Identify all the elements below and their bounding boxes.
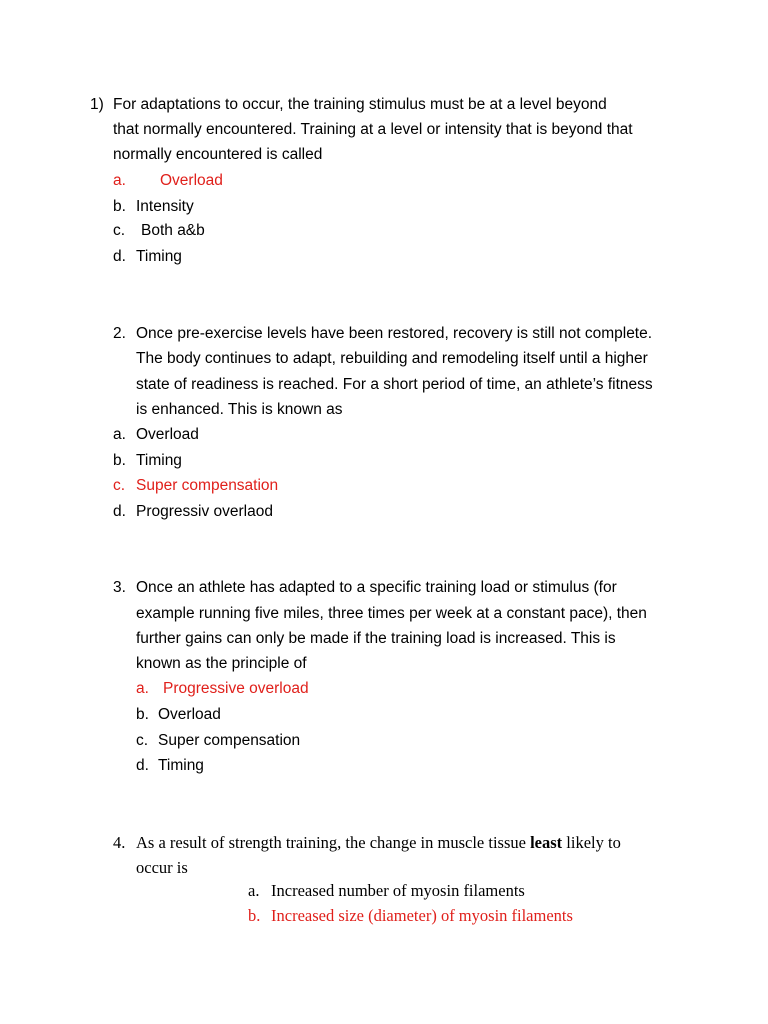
question-stem-line: is enhanced. This is known as xyxy=(136,401,343,418)
option-letter: d. xyxy=(113,503,126,520)
question-stem-line: example running five miles, three times per week at a constant pace), then xyxy=(136,605,647,622)
option-letter: a. xyxy=(136,680,149,697)
option-letter: c. xyxy=(113,222,126,239)
option-letter: c. xyxy=(113,477,126,494)
question-number: 3. xyxy=(113,579,126,596)
question-stem-line: further gains can only be made if the training load is increased. This is xyxy=(136,630,616,647)
option-text: Overload xyxy=(158,706,221,723)
stem-text-before: As a result of strength training, the change in muscle tissue xyxy=(136,833,531,852)
question-stem-line: normally encountered is called xyxy=(113,146,323,163)
option-letter: d. xyxy=(113,248,126,265)
option-text: Overload xyxy=(136,426,199,443)
option-text: Increased number of myosin filaments xyxy=(271,881,525,900)
stem-emphasis: least xyxy=(530,833,563,852)
question-stem-line: The body continues to adapt, rebuilding and remodeling itself until a higher xyxy=(136,350,648,367)
stem-text-after: likely to xyxy=(562,833,621,852)
option-text: Both a&b xyxy=(141,222,205,239)
question-number: 4. xyxy=(113,833,126,852)
option-letter: c. xyxy=(136,732,149,749)
option-letter: a. xyxy=(248,881,260,900)
option-text-correct: Super compensation xyxy=(136,477,279,494)
option-text: Super compensation xyxy=(158,732,301,749)
question-stem-line: Once an athlete has adapted to a specific training load or stimulus (for xyxy=(136,579,617,596)
question-number: 1) xyxy=(90,96,104,113)
option-letter: b. xyxy=(248,906,261,925)
option-text: Timing xyxy=(158,757,204,774)
option-text-correct: Overload xyxy=(160,172,223,189)
option-text: Timing xyxy=(136,248,182,265)
option-letter: b. xyxy=(136,706,149,723)
question-stem-line: occur is xyxy=(136,858,188,877)
question-stem-line: known as the principle of xyxy=(136,655,307,672)
option-text: Progressiv overlaod xyxy=(136,503,273,520)
option-letter: b. xyxy=(113,198,126,215)
option-text: Timing xyxy=(136,452,182,469)
option-letter: b. xyxy=(113,452,126,469)
question-stem-line: Once pre-exercise levels have been restored, recovery is still not complete. xyxy=(136,325,653,342)
question-stem-line: For adaptations to occur, the training stimulus must be at a level beyond xyxy=(113,96,607,113)
question-stem-line xyxy=(136,834,621,852)
option-text: Intensity xyxy=(136,198,194,215)
question-stem-line: state of readiness is reached. For a short period of time, an athlete’s fitness xyxy=(136,376,653,393)
question-number: 2. xyxy=(113,325,126,342)
option-text-correct: Increased size (diameter) of myosin filaments xyxy=(271,906,573,925)
option-letter: a. xyxy=(113,172,126,189)
question-stem-line: that normally encountered. Training at a level or intensity that is beyond that xyxy=(113,121,633,138)
option-letter: a. xyxy=(113,426,126,443)
option-letter: d. xyxy=(136,757,149,774)
option-text-correct: Progressive overload xyxy=(163,680,309,697)
